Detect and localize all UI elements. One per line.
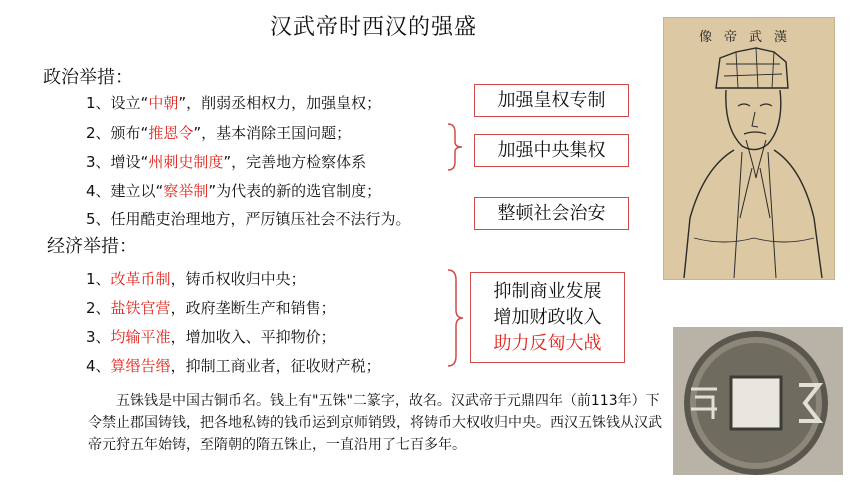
portrait-caption: 像帝武漢 — [698, 30, 799, 45]
highlight-term: 均输平准 — [110, 328, 171, 346]
political-item-2: 2、颁布“推恩令”，基本消除王国问题； — [86, 124, 352, 142]
highlight-term: 盐铁官营 — [110, 299, 171, 317]
coin-icon — [673, 327, 843, 475]
economic-item-3: 3、均输平准，增加收入、平抑物价； — [86, 328, 336, 346]
political-item-4: 4、建立以“察举制”为代表的新的选官制度； — [86, 182, 382, 200]
highlight-term: 算缗告缗 — [110, 357, 171, 375]
political-item-5: 5、任用酷吏治理地方，严厉镇压社会不法行为。 — [86, 210, 411, 228]
economic-item-1: 1、改革币制，铸币权收归中央； — [86, 270, 306, 288]
wuzhu-coin-image — [673, 327, 843, 475]
political-item-3: 3、增设“州刺史制度”，完善地方检察体系 — [86, 153, 367, 171]
emperor-portrait-image — [663, 17, 835, 280]
summary-box-royal-power: 加强皇权专制 — [474, 84, 629, 117]
summary-box-economic — [470, 272, 625, 363]
summary-box-central-power: 加强中央集权 — [474, 134, 629, 167]
highlight-term: 推恩令 — [148, 124, 194, 142]
box-line: 助力反匈大战 — [493, 333, 602, 354]
economic-item-4: 4、算缗告缗，抑制工商业者，征收财产税； — [86, 357, 381, 375]
box-line: 增加财政收入 — [493, 307, 602, 328]
wuzhu-coin-paragraph: 五铢钱是中国古铜币名。钱上有"五铢"二篆字，故名。汉武帝于元鼎四年（前113年）下令禁止郡国铸钱，把各地私铸的钱币运到京师销毁，将铸币大权收归中央。西汉五铢钱从汉武帝元狩五年始铸，至隋朝的隋五铢止，一直沿用了七百多年。 — [88, 393, 662, 453]
summary-box-social-order: 整顿社会治安 — [474, 197, 629, 230]
brace-icon — [445, 268, 465, 368]
highlight-term: 州刺史制度 — [148, 153, 224, 171]
highlight-term: 改革币制 — [110, 270, 171, 288]
brace-icon — [445, 122, 465, 172]
page-title: 汉武帝时西汉的强盛 — [270, 15, 478, 40]
economic-item-2: 2、盐铁官营，政府垄断生产和销售； — [86, 299, 336, 317]
emperor-figure-icon — [664, 18, 835, 280]
box-line: 抑制商业发展 — [493, 281, 602, 302]
economic-heading: 经济举措： — [47, 236, 137, 257]
political-heading: 政治举措： — [43, 67, 133, 88]
highlight-term: 中朝 — [148, 94, 179, 112]
highlight-term: 察举制 — [163, 182, 209, 200]
political-item-1: 1、设立“中朝”，削弱丞相权力，加强皇权； — [86, 94, 382, 112]
